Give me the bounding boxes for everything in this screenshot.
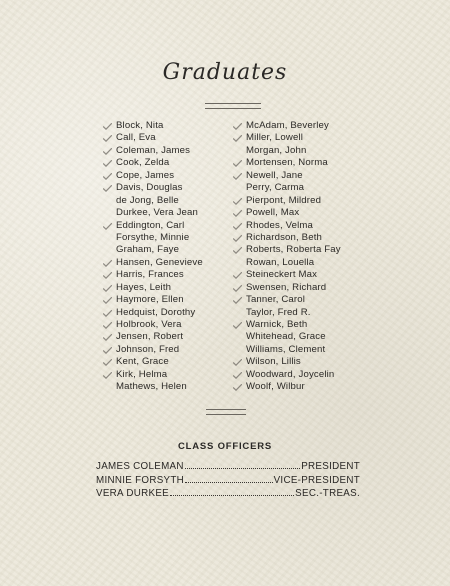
- graduate-entry: [246, 269, 341, 281]
- graduate-name: Hayes, Leith: [116, 281, 172, 293]
- pencil-check-icon: [233, 297, 242, 304]
- pencil-check-icon: [233, 210, 242, 217]
- graduates-list-left: [116, 120, 203, 394]
- graduate-entry: [246, 344, 341, 356]
- graduate-entry: [116, 269, 203, 281]
- pencil-check-icon: [103, 310, 112, 317]
- graduate-entry: [246, 319, 341, 331]
- graduate-entry: [246, 282, 341, 294]
- graduate-name: Tanner, Carol: [246, 294, 306, 306]
- graduate-entry: [246, 120, 341, 132]
- pencil-check-icon: [103, 160, 112, 167]
- pencil-check-icon: [103, 322, 112, 329]
- graduate-entry: [116, 207, 203, 219]
- graduate-name: Mathews, Helen: [116, 381, 187, 393]
- graduate-entry: [246, 369, 341, 381]
- graduate-name: Hansen, Genevieve: [116, 256, 203, 268]
- pencil-check-icon: [103, 359, 112, 366]
- graduate-name: Rhodes, Velma: [246, 219, 314, 231]
- graduate-entry: [116, 182, 203, 194]
- graduate-name: Holbrook, Vera: [116, 319, 182, 330]
- graduate-entry: [116, 120, 203, 132]
- pencil-check-icon: [103, 223, 112, 230]
- dot-leader: [185, 481, 273, 483]
- officer-row: [96, 460, 360, 474]
- pencil-check-icon: [103, 347, 112, 354]
- graduate-entry: [246, 381, 341, 393]
- pencil-check-icon: [233, 223, 242, 230]
- graduate-name: Call, Eva: [116, 132, 156, 144]
- pencil-check-icon: [103, 285, 112, 292]
- graduate-name: Powell, Max: [246, 207, 300, 219]
- graduate-name: Woodward, Joycelin: [246, 368, 335, 380]
- graduate-entry: [116, 356, 203, 368]
- graduate-name: Durkee, Vera Jean: [116, 207, 199, 219]
- graduate-entry: [116, 145, 203, 157]
- graduate-entry: [246, 257, 341, 269]
- pencil-check-icon: [233, 173, 242, 180]
- class-officers-list: [96, 460, 360, 501]
- graduate-name: Forsythe, Minnie: [116, 231, 190, 243]
- graduate-name: Haymore, Ellen: [116, 294, 184, 306]
- graduate-entry: [246, 294, 341, 306]
- graduate-name: Perry, Carma: [246, 182, 305, 194]
- graduate-entry: [246, 132, 341, 144]
- graduate-entry: [116, 157, 203, 169]
- pencil-check-icon: [103, 372, 112, 379]
- pencil-check-icon: [103, 272, 112, 279]
- graduate-entry: [246, 157, 341, 169]
- page-title: Graduates: [162, 60, 288, 85]
- graduate-entry: [246, 356, 341, 368]
- graduate-name: Coleman, James: [116, 144, 191, 156]
- officer-name: MINNIE FORSYTH: [96, 474, 185, 486]
- graduate-name: Williams, Clement: [246, 343, 326, 355]
- graduate-name: Davis, Douglas: [116, 182, 183, 194]
- graduate-name: Eddington, Carl: [116, 219, 185, 231]
- graduate-entry: [116, 294, 203, 306]
- graduate-name: Swensen, Richard: [246, 281, 327, 293]
- graduate-name: Jensen, Robert: [116, 331, 184, 343]
- graduate-entry: [246, 145, 341, 157]
- graduate-name: Mortensen, Norma: [246, 157, 328, 169]
- pencil-check-icon: [233, 322, 242, 329]
- graduate-entry: [116, 170, 203, 182]
- list-divider: [206, 409, 246, 415]
- pencil-check-icon: [233, 285, 242, 292]
- pencil-check-icon: [103, 334, 112, 341]
- graduate-name: Wilson, Lillis: [246, 356, 301, 368]
- graduate-entry: [246, 207, 341, 219]
- pencil-check-icon: [233, 359, 242, 366]
- graduate-name: Pierpont, Mildred: [246, 194, 322, 206]
- graduate-name: Cope, James: [116, 169, 175, 181]
- graduate-name: Woolf, Wilbur: [246, 381, 305, 393]
- graduate-name: Steineckert Max: [246, 269, 318, 281]
- graduate-entry: [246, 232, 341, 244]
- graduate-name: McAdam, Beverley: [246, 120, 329, 131]
- class-officers-heading: CLASS OFFICERS: [177, 441, 273, 452]
- graduate-entry: [116, 369, 203, 381]
- graduate-name: Taylor, Fred R.: [246, 306, 311, 318]
- pencil-check-icon: [103, 173, 112, 180]
- graduate-name: Block, Nita: [116, 120, 164, 131]
- graduate-name: Whitehead, Grace: [246, 331, 326, 343]
- pencil-check-icon: [103, 135, 112, 142]
- graduate-name: Cook, Zelda: [116, 157, 170, 169]
- graduate-entry: [116, 319, 203, 331]
- graduate-name: Morgan, John: [246, 144, 307, 156]
- graduate-entry: [116, 282, 203, 294]
- graduate-entry: [116, 331, 203, 343]
- graduate-entry: [116, 232, 203, 244]
- pencil-check-icon: [233, 272, 242, 279]
- pencil-check-icon: [103, 260, 112, 267]
- graduate-name: de Jong, Belle: [116, 194, 179, 206]
- officer-title: SEC.-TREAS.: [295, 488, 360, 499]
- graduate-name: Miller, Lowell: [246, 132, 304, 144]
- pencil-check-icon: [233, 123, 242, 130]
- graduate-entry: [246, 220, 341, 232]
- pencil-check-icon: [233, 235, 242, 242]
- pencil-check-icon: [233, 135, 242, 142]
- graduate-name: Newell, Jane: [246, 169, 303, 181]
- officer-row: [96, 487, 360, 501]
- pencil-check-icon: [103, 185, 112, 192]
- graduate-entry: [246, 331, 341, 343]
- officer-name: JAMES COLEMAN: [96, 461, 184, 472]
- graduate-name: Richardson, Beth: [246, 231, 322, 243]
- graduate-name: Kirk, Helma: [116, 368, 168, 380]
- title-divider: [205, 103, 261, 109]
- dot-leader: [185, 467, 300, 469]
- pencil-check-icon: [103, 148, 112, 155]
- graduate-entry: [246, 195, 341, 207]
- graduate-entry: [246, 244, 341, 256]
- graduate-name: Kent, Grace: [116, 356, 169, 368]
- graduate-entry: [116, 132, 203, 144]
- pencil-check-icon: [233, 384, 242, 391]
- graduate-entry: [116, 244, 203, 256]
- graduate-entry: [116, 220, 203, 232]
- graduate-name: Harris, Frances: [116, 269, 184, 281]
- pencil-check-icon: [233, 160, 242, 167]
- pencil-check-icon: [233, 247, 242, 254]
- graduate-entry: [116, 344, 203, 356]
- graduate-name: Warnick, Beth: [246, 319, 308, 330]
- graduate-name: Rowan, Louella: [246, 256, 315, 268]
- officer-name: VERA DURKEE: [96, 488, 169, 499]
- graduate-name: Graham, Faye: [116, 244, 180, 256]
- graduate-entry: [246, 307, 341, 319]
- graduate-entry: [116, 307, 203, 319]
- pencil-check-icon: [233, 198, 242, 205]
- graduate-entry: [246, 182, 341, 194]
- graduate-entry: [116, 195, 203, 207]
- pencil-check-icon: [103, 123, 112, 130]
- graduate-entry: [116, 257, 203, 269]
- pencil-check-icon: [103, 297, 112, 304]
- dot-leader: [170, 494, 294, 496]
- graduates-list-right: [246, 120, 341, 394]
- officer-title: VICE-PRESIDENT: [273, 474, 360, 486]
- graduate-name: Johnson, Fred: [116, 343, 180, 355]
- pencil-check-icon: [233, 372, 242, 379]
- graduate-name: Roberts, Roberta Fay: [246, 244, 341, 256]
- graduate-entry: [116, 381, 203, 393]
- graduate-entry: [246, 170, 341, 182]
- officer-row: [96, 474, 360, 488]
- graduate-name: Hedquist, Dorothy: [116, 306, 196, 318]
- officer-title: PRESIDENT: [301, 461, 360, 472]
